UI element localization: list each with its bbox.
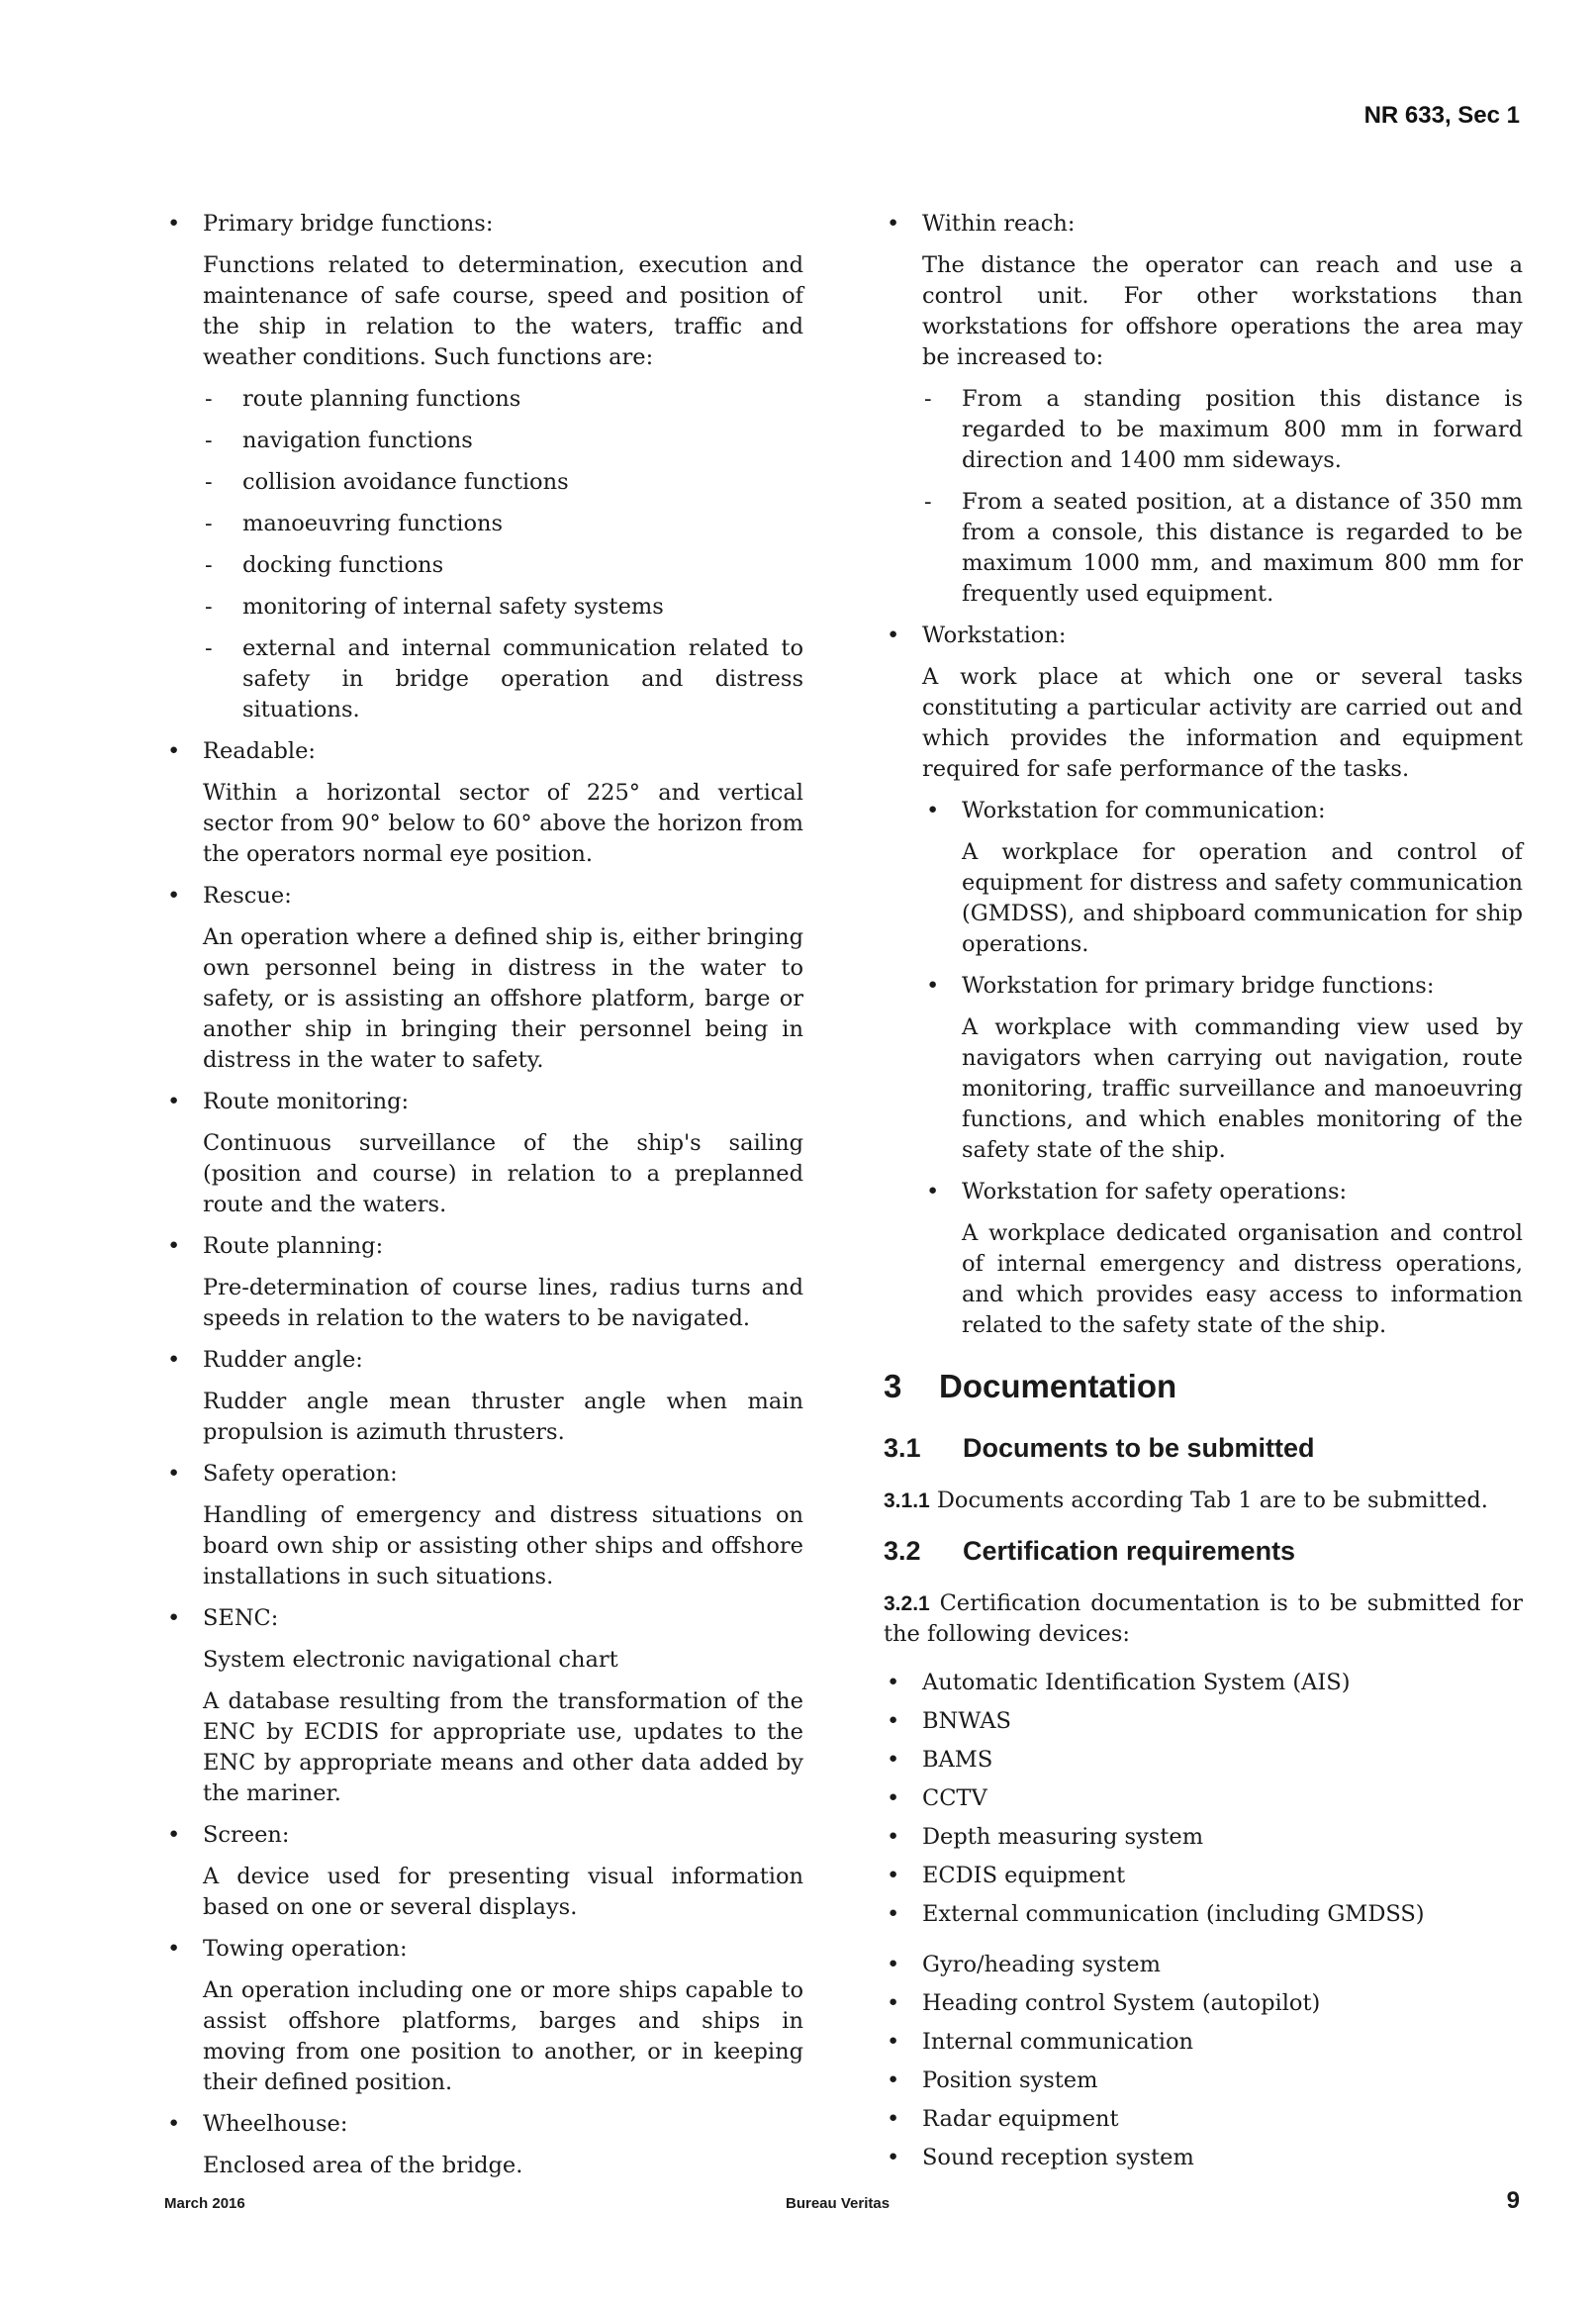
dash-list-item: - manoeuvring functions	[164, 509, 803, 539]
definition-term: • Rescue:	[164, 881, 803, 912]
device-list-item: • Heading control System (autopilot)	[884, 1988, 1523, 2019]
definition-text: Enclosed area of the bridge.	[203, 2153, 523, 2178]
left-column	[164, 209, 803, 2192]
definition-term: • Workstation:	[884, 621, 1523, 651]
paragraph-number: 3.1.1	[884, 1489, 930, 1512]
definition-text: Functions related to determination, execution and maintenance of safe course, speed and position of the ship in relation to the waters, traffic and weather conditions. Such functions are:	[203, 252, 803, 370]
device-list-item: • ECDIS equipment	[884, 1861, 1523, 1891]
device-list-item: • Automatic Identification System (AIS)	[884, 1668, 1523, 1698]
dash-list-item: - external and internal communication related to safety in bridge operation and distress situations.	[164, 633, 803, 725]
definition-term: • Within reach:	[884, 209, 1523, 240]
definition-term: • Wheelhouse:	[164, 2109, 803, 2140]
subsection-number: 3.1	[884, 1433, 921, 1463]
paragraph-text: Documents according Tab 1 are to be submitted.	[936, 1488, 1488, 1513]
device-list-item: • Internal communication	[884, 2027, 1523, 2058]
subsection-number: 3.2	[884, 1536, 921, 1566]
paragraph-text: Certification documentation is to be submitted for the following devices:	[884, 1590, 1523, 1647]
device-list-item: • Sound reception system	[884, 2143, 1523, 2173]
device-list-item: • Radar equipment	[884, 2104, 1523, 2135]
definition-term: • Route planning:	[164, 1231, 803, 1262]
definition-term: • Screen:	[164, 1820, 803, 1851]
definition-term: • Route monitoring:	[164, 1087, 803, 1117]
paragraph-number: 3.2.1	[884, 1592, 930, 1615]
page-number: 9	[1506, 2187, 1520, 2214]
definition-text: Handling of emergency and distress situations on board own ship or assisting other ships and offshore installations in such situations.	[203, 1502, 803, 1589]
section-heading	[884, 1368, 1523, 1404]
definition-text: A database resulting from the transformation of the ENC by ECDIS for appropriate use, updates to the ENC by appropriate means and other data added by the mariner.	[203, 1688, 803, 1806]
definition-term: • Primary bridge functions:	[164, 209, 803, 240]
device-list-item: • Depth measuring system	[884, 1822, 1523, 1853]
footer-date: March 2016	[164, 2195, 245, 2212]
dash-list-item: - navigation functions	[164, 426, 803, 456]
definition-text: Continuous surveillance of the ship's sailing (position and course) in relation to a preplanned route and the waters.	[203, 1130, 803, 1217]
sub-definition-text: A workplace for operation and control of equipment for distress and safety communication (GMDSS), and shipboard communication for ship operations.	[962, 839, 1523, 957]
paragraph	[884, 1588, 1523, 1650]
dash-list-item: - From a standing position this distance is regarded to be maximum 800 mm in forward direction and 1400 mm sideways.	[884, 384, 1523, 476]
device-list-item: • Position system	[884, 2066, 1523, 2096]
definition-text: System electronic navigational chart	[203, 1647, 618, 1673]
footer-publisher: Bureau Veritas	[786, 2195, 891, 2212]
definition-term: • Readable:	[164, 736, 803, 767]
document-reference: NR 633, Sec 1	[1363, 102, 1520, 129]
dash-list-item: - docking functions	[164, 550, 803, 581]
definition-text: Pre-determination of course lines, radius turns and speeds in relation to the waters to be navigated.	[203, 1275, 803, 1331]
sub-definition-text: A workplace dedicated organisation and control of internal emergency and distress operations, and which provides easy access to information related to the safety state of the ship.	[962, 1220, 1523, 1338]
device-list-item: • External communication (including GMDSS)	[884, 1899, 1523, 1930]
sub-definition-term: • Workstation for safety operations:	[884, 1177, 1523, 1207]
subsection-title: Certification requirements	[963, 1536, 1296, 1566]
definition-text: The distance the operator can reach and use a control unit. For other workstations than workstations for offshore operations the area may be increased to:	[922, 252, 1523, 370]
subsection-title: Documents to be submitted	[963, 1433, 1315, 1463]
paragraph	[884, 1486, 1523, 1516]
dash-list-item: - monitoring of internal safety systems	[164, 592, 803, 623]
device-list-item: • BNWAS	[884, 1706, 1523, 1737]
device-list-item: • CCTV	[884, 1783, 1523, 1814]
definition-text: A work place at which one or several tasks constituting a particular activity are carried out and which provides the information and equipment required for safe performance of the tasks.	[922, 664, 1523, 782]
definition-term: • SENC:	[164, 1603, 803, 1634]
sub-definition-term: • Workstation for primary bridge functions:	[884, 971, 1523, 1002]
dash-list-item: - collision avoidance functions	[164, 467, 803, 498]
section-number: 3	[884, 1368, 902, 1404]
section-title: Documentation	[939, 1368, 1177, 1404]
subsection-heading	[884, 1433, 1523, 1464]
dash-list-item: - From a seated position, at a distance of 350 mm from a console, this distance is regarded to be maximum 1000 mm, and maximum 800 mm for frequently used equipment.	[884, 487, 1523, 610]
definition-term: • Rudder angle:	[164, 1345, 803, 1376]
definition-term: • Towing operation:	[164, 1934, 803, 1965]
definition-text: A device used for presenting visual information based on one or several displays.	[203, 1864, 803, 1920]
sub-definition-text: A workplace with commanding view used by navigators when carrying out navigation, route monitoring, traffic surveillance and manoeuvring functions, and which enables monitoring of the safety state of the ship.	[962, 1014, 1523, 1163]
definition-text: An operation where a defined ship is, either bringing own personnel being in distress in the water to safety, or is assisting an offshore platform, barge or another ship in bringing their personnel being in distress in the water to safety.	[203, 924, 803, 1073]
dash-list-item: - route planning functions	[164, 384, 803, 415]
list-spacer	[884, 1938, 1523, 1950]
definition-text: An operation including one or more ships capable to assist offshore platforms, barges and ships in moving from one position to another, or in keeping their defined position.	[203, 1977, 803, 2095]
device-list-item: • BAMS	[884, 1745, 1523, 1776]
right-column	[884, 209, 1523, 2181]
definition-text: Rudder angle mean thruster angle when main propulsion is azimuth thrusters.	[203, 1389, 803, 1445]
sub-definition-term: • Workstation for communication:	[884, 796, 1523, 826]
subsection-heading	[884, 1536, 1523, 1567]
definition-text: Within a horizontal sector of 225° and vertical sector from 90° below to 60° above the horizon from the operators normal eye position.	[203, 780, 803, 867]
definition-term: • Safety operation:	[164, 1459, 803, 1489]
device-list-item: • Gyro/heading system	[884, 1950, 1523, 1980]
